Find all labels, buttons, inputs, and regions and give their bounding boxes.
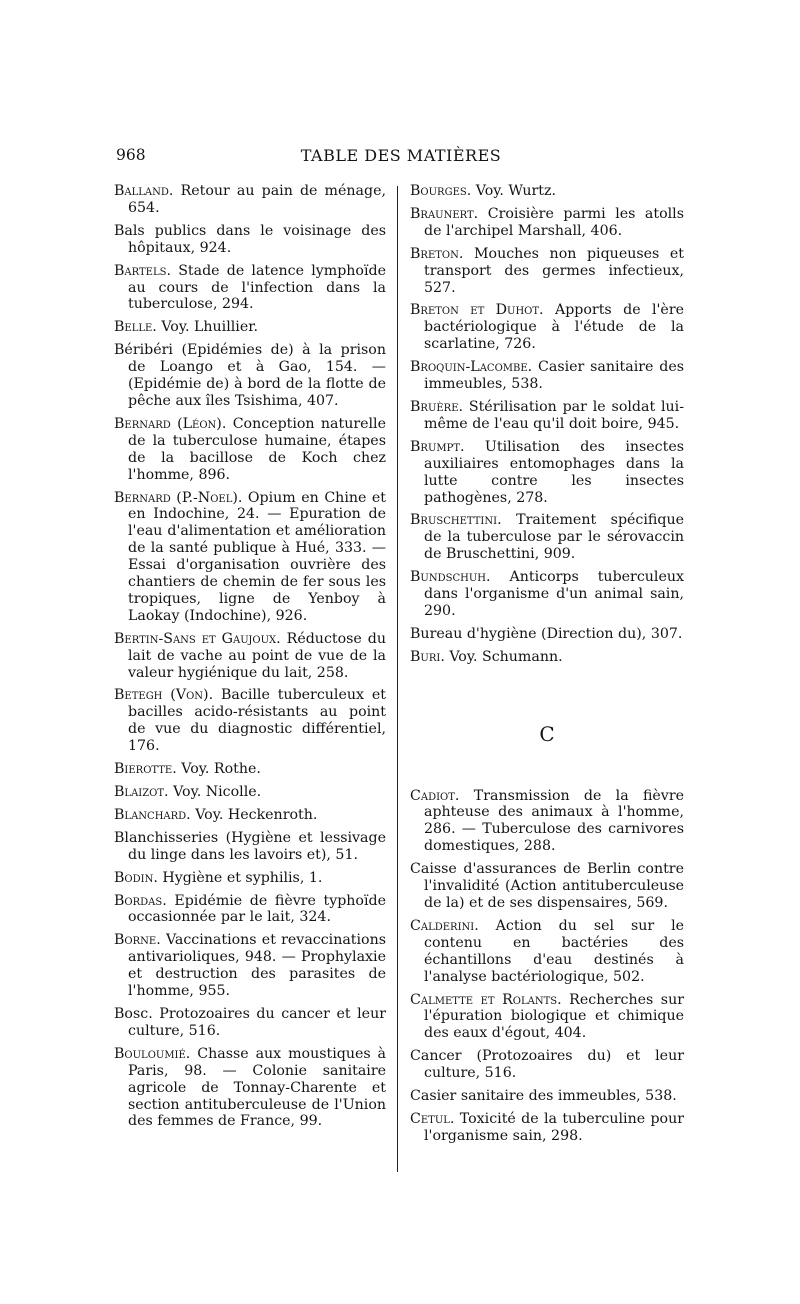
entry-author: Bertin-Sans et Gaujoux.: [114, 630, 281, 647]
entry-author: Bodin.: [114, 869, 158, 886]
entry-text: Réductose du lait de vache au point de vue de la valeur hygiénique du lait, 258.: [128, 630, 386, 681]
index-entry: [410, 512, 684, 563]
entry-author: Balland.: [114, 183, 174, 199]
entry-text: Bosc. Protozoaires du cancer et leur culture, 516.: [114, 1005, 386, 1039]
index-entry: [114, 807, 386, 824]
entries-c: [410, 788, 684, 1145]
index-entry: [410, 183, 684, 200]
entry-author: Bartels.: [114, 262, 171, 279]
index-entry: [410, 788, 684, 856]
entry-author: Bourges.: [410, 183, 472, 199]
entry-author: Blanchard.: [114, 806, 191, 823]
entry-text: Stade de latence lymphoïde au cours de l'infection dans la tuberculose, 294.: [128, 262, 386, 313]
index-entry: [114, 490, 386, 625]
index-entry: [114, 687, 386, 755]
index-entry: [410, 359, 684, 393]
right-column: [410, 183, 684, 1151]
entry-author: Borne.: [114, 932, 161, 949]
index-entry: [410, 206, 684, 240]
entry-author: Breton.: [410, 245, 464, 262]
index-entry: [114, 1006, 386, 1040]
index-entry: [114, 342, 386, 410]
entry-text: Voy. Schumann.: [449, 648, 563, 665]
entry-text: Cancer (Protozoaires du) et leur culture, 516.: [410, 1048, 684, 1082]
entry-text: Voy. Wurtz.: [475, 183, 556, 199]
entry-text: Traitement spécifique de la tuberculose par le sérovaccin de Bruschettini, 909.: [424, 512, 684, 563]
index-entry: [410, 399, 684, 433]
entry-author: Bruschettini.: [410, 512, 502, 529]
index-entry: [410, 626, 684, 643]
entry-text: Voy. Heckenroth.: [195, 806, 318, 823]
entry-text: Bureau d'hygiène (Direction du), 307.: [410, 625, 683, 642]
index-entry: [410, 992, 684, 1043]
entry-text: Conception naturelle de la tuberculose humaine, étapes de la bacillose de Koch chez l'homme, 896.: [128, 415, 386, 483]
entry-author: Betegh (Von).: [114, 687, 214, 704]
entry-author: Bordas.: [114, 892, 167, 909]
index-entry: [114, 830, 386, 864]
entry-author: Bruère.: [410, 398, 464, 415]
entry-author: Calmette et Rolants.: [410, 991, 562, 1008]
entry-text: Mouches non piqueuses et transport des germes infectieux, 527.: [424, 245, 684, 296]
index-entry: [410, 439, 684, 507]
index-entry: [410, 861, 684, 912]
entry-text: Transmission de la fièvre aphteuse des animaux à l'homme, 286. — Tuberculose des carnivores domestiques, 288.: [424, 787, 685, 855]
index-entry: [114, 784, 386, 801]
index-entry: [114, 870, 386, 887]
index-entry: [410, 246, 684, 297]
entry-text: Bals publics dans le voisinage des hôpitaux, 924.: [114, 222, 386, 256]
entry-author: Belle.: [114, 319, 157, 336]
entry-author: Cetul.: [410, 1110, 455, 1127]
entry-author: Bundschuh.: [410, 569, 491, 586]
entry-author: Bernard (P.-Noel).: [114, 489, 243, 506]
index-entry: [114, 1046, 386, 1131]
entry-author: Breton et Duhot.: [410, 302, 544, 319]
entry-text: Retour au pain de ménage, 654.: [128, 183, 386, 216]
page-number: 968: [116, 146, 146, 164]
entry-text: Apports de l'ère bactériologique à l'étude de la scarlatine, 726.: [424, 302, 685, 353]
entry-text: Voy. Rothe.: [181, 761, 261, 778]
entry-author: Cadiot.: [410, 787, 460, 804]
entry-author: Brumpt.: [410, 438, 465, 455]
entry-author: Braunert.: [410, 205, 479, 222]
index-entry: [410, 1111, 684, 1145]
index-entry: [410, 1088, 684, 1105]
entries-b-continued: [410, 183, 684, 666]
entry-author: Calderini.: [410, 917, 479, 934]
entry-text: Casier sanitaire des immeubles, 538.: [424, 359, 684, 393]
entry-text: Anticorps tuberculeux dans l'organisme d'un animal sain, 290.: [424, 569, 684, 619]
entry-text: Toxicité de la tuberculine pour l'organisme sain, 298.: [424, 1110, 684, 1144]
entry-author: Bouloumié.: [114, 1045, 191, 1062]
entry-text: Epidémie de fièvre typhoïde occasionnée par le lait, 324.: [128, 892, 386, 926]
page-header: [116, 146, 686, 170]
column-divider: [397, 186, 398, 1172]
entry-text: Bacille tuberculeux et bacilles acido-résistants au point de vue du diagnostic différentiel, 176.: [128, 687, 386, 755]
entry-text: Casier sanitaire des immeubles, 538.: [410, 1088, 677, 1105]
entry-text: Croisière parmi les atolls de l'archipel Marshall, 406.: [424, 205, 684, 239]
index-entry: [410, 649, 684, 666]
index-entry: [114, 416, 386, 484]
entry-text: Utilisation des insectes auxiliaires entomophages dans la lutte contre les insectes pathogènes, 278.: [424, 438, 684, 506]
entry-text: Opium en Chine et en Indochine, 24. — Epuration de l'eau d'alimentation et amélioration de la santé publique à Hué, 333. — Essai d'organisation ouvrière des chantiers de chemin de fer sous les tropiques, ligne de Yenboy à Laokay (Indochine), 926.: [128, 489, 386, 624]
entry-author: Bernard (Léon).: [114, 415, 227, 432]
index-entry: [114, 631, 386, 682]
index-entry: [410, 302, 684, 353]
entry-text: Stérilisation par le soldat lui-même de l'eau qu'il doit boire, 945.: [424, 398, 684, 432]
entry-text: Voy. Nicolle.: [173, 784, 262, 800]
index-entry: [114, 319, 386, 336]
entry-author: Buri.: [410, 648, 445, 665]
entry-text: Blanchisseries (Hygiène et lessivage du linge dans les lavoirs et), 51.: [114, 829, 386, 863]
entry-text: Recherches sur l'épuration biologique et chimique des eaux d'égout, 404.: [424, 991, 684, 1042]
entry-author: Bierotte.: [114, 761, 177, 778]
entry-text: Voy. Lhuillier.: [161, 319, 258, 336]
index-entry: [114, 761, 386, 778]
entry-text: Vaccinations et revaccinations antivarioliques, 948. — Prophylaxie et destruction des parasites de l'homme, 955.: [128, 932, 386, 1000]
index-entry: [114, 932, 386, 1000]
index-entry: [410, 569, 684, 620]
index-entry: [114, 223, 386, 257]
entry-text: Béribéri (Epidémies de) à la prison de Loango et à Gao, 154. — (Epidémie de) à bord de la flotte de pêche aux îles Tsishima, 407.: [114, 342, 386, 409]
entry-text: Hygiène et syphilis, 1.: [162, 869, 323, 886]
index-entry: [410, 918, 684, 986]
entry-text: Chasse aux moustiques à Paris, 98. — Colonie sanitaire agricole de Tonnay-Charente et section antituberculeuse de l'Union des femmes de France, 99.: [128, 1045, 386, 1130]
entry-text: Caisse d'assurances de Berlin contre l'invalidité (Action antituberculeuse de la) et de ses dispensaires, 569.: [410, 861, 684, 911]
entry-author: Broquin-Lacombe.: [410, 359, 533, 376]
running-title: TABLE DES MATIÈRES: [300, 146, 502, 165]
index-entry: [114, 263, 386, 314]
left-column: [114, 183, 386, 1136]
section-letter-c: C: [539, 721, 555, 746]
index-entry: [114, 183, 386, 217]
entry-text: Action du sel sur le contenu en bactéries des échantillons d'eau destinés à l'analyse bactériologique, 502.: [424, 917, 684, 985]
index-entry: [410, 1048, 684, 1082]
entry-author: Blaizot.: [114, 784, 169, 800]
index-entry: [114, 893, 386, 927]
